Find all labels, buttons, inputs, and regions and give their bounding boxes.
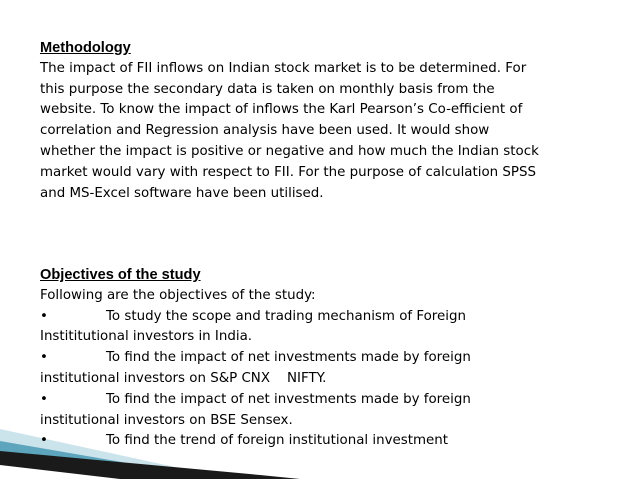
objective-item <box>40 390 630 411</box>
objective-text: To find the impact of net investments made by foreign <box>106 391 471 407</box>
objective-item <box>40 431 630 452</box>
bullet-icon: • <box>40 391 48 407</box>
objective-item <box>40 307 630 328</box>
methodology-line: and MS-Excel software have been utilised. <box>40 185 324 201</box>
methodology-paragraph <box>40 59 630 205</box>
bullet-icon: • <box>40 350 48 366</box>
methodology-line: website. To know the impact of inflows the Karl Pearson’s Co-efficient of <box>40 102 523 118</box>
methodology-line: correlation and Regression analysis have been used. It would show <box>40 123 490 139</box>
objectives-section <box>40 265 630 452</box>
methodology-heading: Methodology <box>40 40 131 56</box>
objective-continuation: Instititutional investors in India. <box>40 329 253 345</box>
bullet-icon: • <box>40 433 48 449</box>
objective-text: To study the scope and trading mechanism of Foreign <box>106 308 466 324</box>
objectives-heading: Objectives of the study <box>40 267 201 283</box>
objective-continuation: institutional investors on S&P CNX NIFTY. <box>40 370 327 386</box>
methodology-line: whether the impact is positive or negative and how much the Indian stock <box>40 143 539 159</box>
objective-continuation: institutional investors on BSE Sensex. <box>40 412 293 428</box>
objective-item <box>40 348 630 369</box>
objective-text: To find the impact of net investments made by foreign <box>106 350 471 366</box>
methodology-line: The impact of FII inflows on Indian stock market is to be determined. For <box>40 60 527 76</box>
methodology-line: this purpose the secondary data is taken on monthly basis from the <box>40 81 495 97</box>
objectives-intro: Following are the objectives of the study: <box>40 287 316 303</box>
objective-text: To find the trend of foreign institutional investment <box>106 433 449 449</box>
dark-swoosh <box>0 451 300 479</box>
methodology-section <box>40 38 630 204</box>
bullet-icon: • <box>40 308 48 324</box>
methodology-line: market would vary with respect to FII. For the purpose of calculation SPSS <box>40 164 536 180</box>
